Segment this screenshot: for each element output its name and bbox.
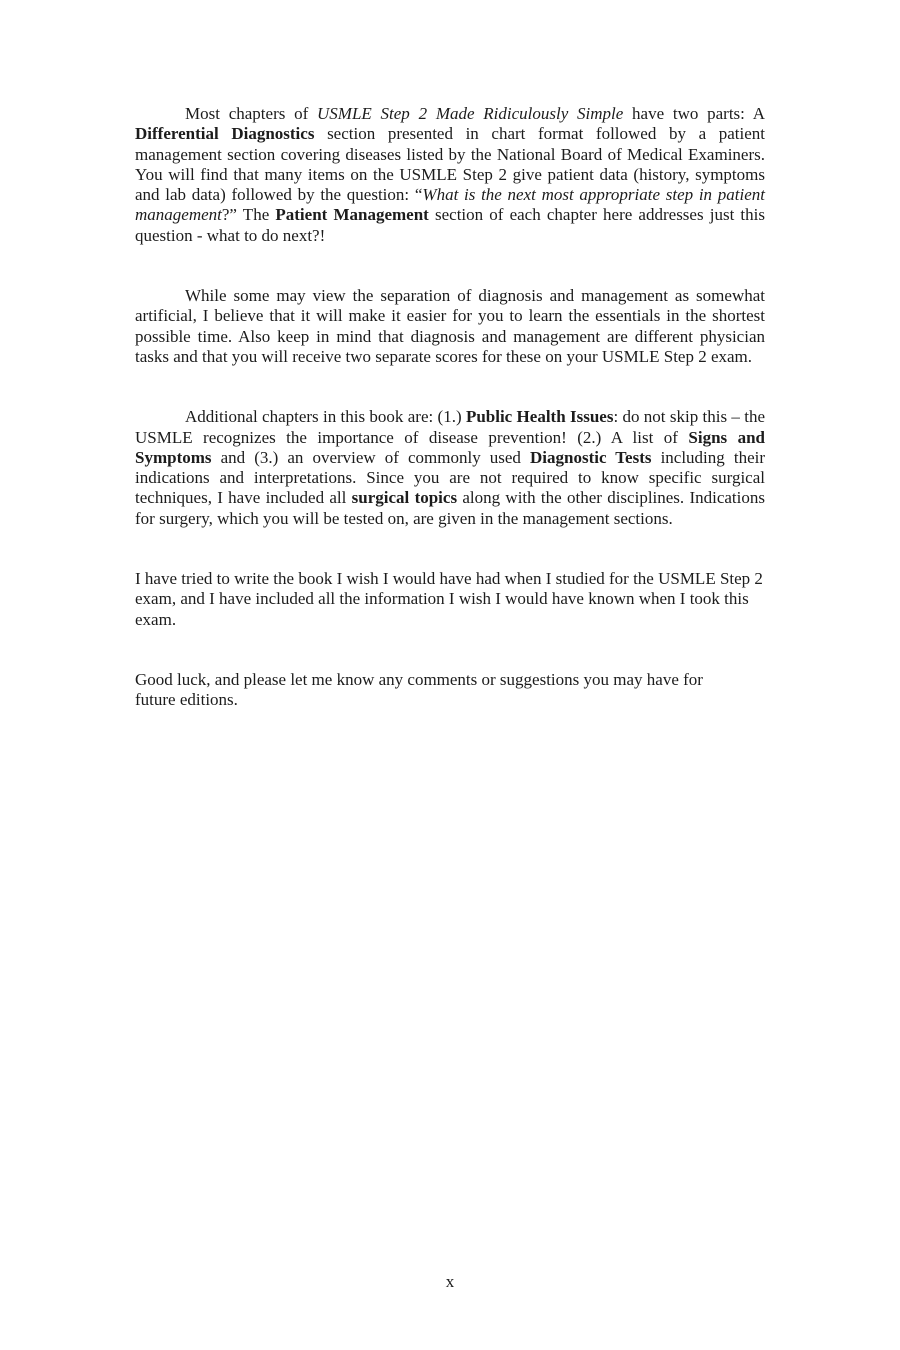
text-run: along with the other disciplines. Indications for surgery, which you will be tested on, are given in the management sections.: [135, 488, 765, 528]
text-run: Most chapters of: [185, 104, 318, 123]
text-run: Signs and Symptoms: [135, 427, 765, 467]
text-run: : do not skip this – the USMLE recognizes the importance of disease prevention! (2.) A list of: [135, 407, 765, 447]
preface-paragraph-2: [135, 286, 765, 367]
text-run: Patient Management: [275, 205, 429, 225]
preface-paragraph-3: [135, 407, 765, 529]
text-run: including their indications and interpretations. Since you are not required to know specific surgical techniques, I have included all: [135, 447, 766, 508]
text-run: ?” The: [221, 205, 276, 225]
page-number: x: [445, 1272, 455, 1291]
preface-paragraph-5: [135, 670, 739, 711]
text-run: surgical topics: [351, 488, 458, 508]
text-run: Public Health Issues: [465, 407, 614, 427]
text-run: I have tried to write the book I wish I would have had when I studied for the USMLE Step 2 exam, and I have included all the information I wish I would have known when I took this exam.: [135, 569, 763, 629]
text-run: Diagnostic Tests: [530, 447, 652, 467]
preface-text-block: [135, 104, 765, 751]
text-run: USMLE Step 2 Made Ridiculously Simple: [317, 104, 624, 123]
text-run: section of each chapter here addresses just this question - what to do next?!: [135, 205, 765, 245]
text-run: Good luck, and please let me know any comments or suggestions you may have for future editions.: [135, 669, 703, 710]
text-run: section presented in chart format followed by a patient management section covering diseases listed by the National Board of Medical Examiners. You will find that many items on the USMLE Step 2 give patient data (history, symptoms and lab data) followed by the question: “: [135, 124, 765, 205]
text-run: What is the next most appropriate step in patient management: [135, 185, 765, 225]
text-run: and (3.) an overview of commonly used: [211, 447, 531, 467]
text-run: Additional chapters in this book are: (1.): [185, 407, 466, 427]
text-run: While some may view the separation of diagnosis and management as somewhat artificial, I believe that it will make it easier for you to learn the essentials in the shortest possible time. Also keep in mind that diagnosis and management are different physician tasks and that you will receive two separate scores for these on your USMLE Step 2 exam.: [135, 286, 765, 366]
text-run: have two parts: A: [623, 104, 765, 123]
preface-paragraph-4: [135, 569, 765, 630]
preface-paragraph-1: [135, 104, 765, 246]
text-run: Differential Diagnostics: [135, 124, 315, 144]
